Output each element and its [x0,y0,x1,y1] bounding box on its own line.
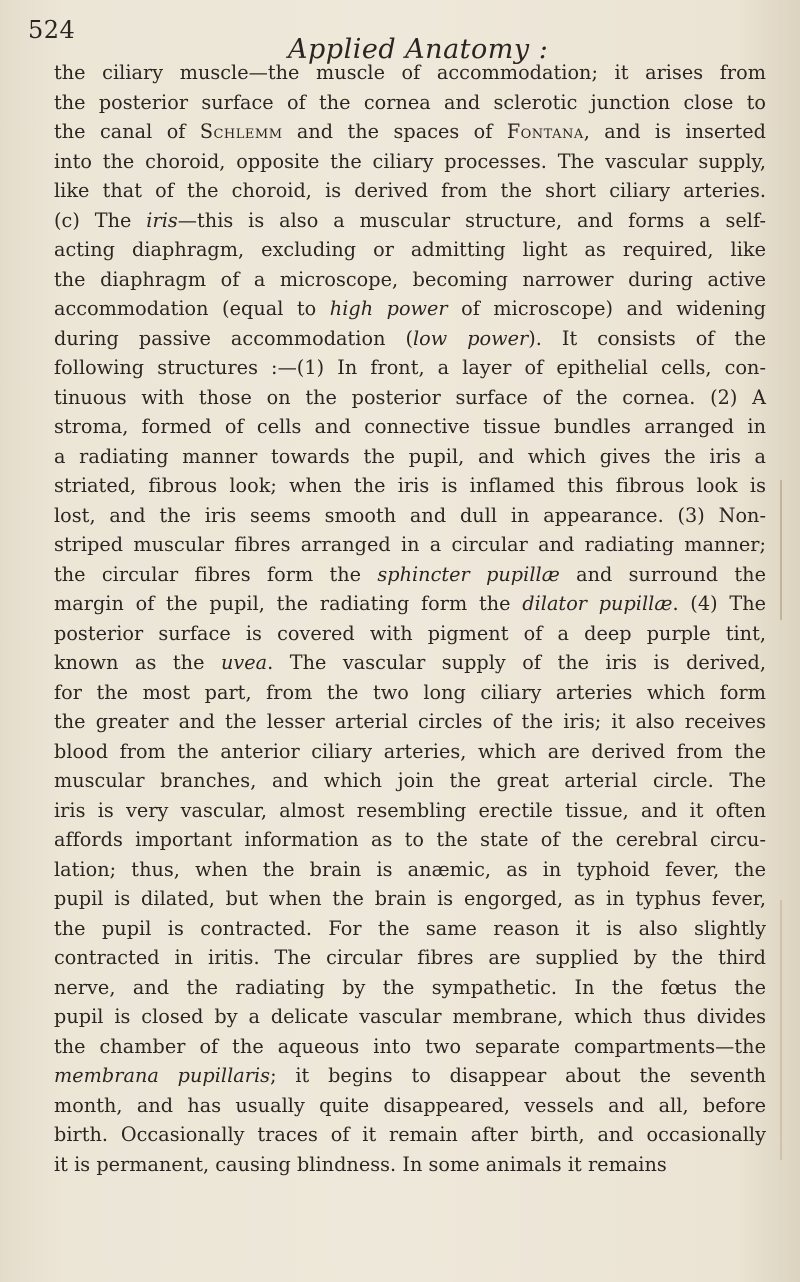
text-line [54,117,766,147]
text-run: . The vascular supply of the iris is derived, [267,651,766,674]
text-run: like that of the choroid, is derived from the short ciliary arteries. [54,179,766,202]
text-run: a radiating manner towards the pupil, and which gives the iris a [54,444,766,468]
text-line [54,884,766,914]
text-line [54,796,766,826]
text-run: —this is also a muscular structure, and forms a self- [177,208,766,232]
text-run: , and is inserted [583,120,766,143]
text-line [54,678,766,708]
text-run: accommodation (equal to [54,297,330,320]
text-run: the chamber of the aqueous into two separate compartments—the [54,1034,766,1058]
text-run: iris is very vascular, almost resembling erectile tissue, and it often [54,798,766,822]
text-line [54,589,766,619]
text-run: nerve, and the radiating by the sympathetic. In the fœtus the [54,975,766,999]
text-line [54,88,766,118]
italic-term: membrana pupillaris [54,1064,271,1087]
text-line [54,619,766,649]
text-run: following structures :—(1) In front, a layer of epithelial cells, con- [54,356,766,379]
text-line [54,383,766,413]
text-line [54,1150,766,1180]
text-run: lost, and the iris seems smooth and dull in appearance. (3) Non- [54,503,766,527]
text-run: the canal of [54,120,200,143]
text-line [54,530,766,560]
text-run: birth. Occasionally traces of it remain after birth, and occasionally [54,1123,766,1146]
text-run: known as the [54,651,221,674]
text-line [54,1002,766,1032]
text-run: pupil is dilated, but when the brain is engorged, as in typhus fever, [54,887,766,910]
text-line [54,412,766,442]
text-run: stroma, formed of cells and connective tissue bundles arranged in [54,415,766,438]
text-line [54,501,766,531]
text-line [54,235,766,265]
italic-term: sphincter pupillæ [377,562,560,586]
text-line [54,265,766,295]
italic-term: high power [329,297,448,320]
text-line [54,943,766,973]
text-line [54,442,766,472]
text-run: the ciliary muscle—the muscle of accommodation; it arises from [54,61,766,84]
text-line [54,707,766,737]
text-line [54,914,766,944]
body-text [54,58,766,1179]
italic-term: uvea [220,651,268,674]
text-run: . (4) The [672,592,767,615]
text-run: the pupil is contracted. For the same reason it is also slightly [54,916,766,940]
text-run: lation; thus, when the brain is anæmic, as in typhoid fever, the [54,857,766,881]
text-line [54,766,766,796]
text-run: during passive accommodation ( [54,326,413,350]
italic-term: low power [412,326,529,350]
text-run: and surround the [559,562,766,586]
text-run: striped muscular fibres arranged in a circular and radiating manner; [54,533,766,556]
text-run: striated, fibrous look; when the iris is inflamed this fibrous look is [54,474,766,497]
text-run: month, and has usually quite disappeared, vessels and all, before [54,1093,766,1117]
text-line [54,176,766,206]
text-run: (c) The [54,208,147,232]
text-run: margin of the pupil, the radiating form the [54,592,523,615]
text-run: affords important information as to the state of the cerebral circu- [54,828,766,851]
text-line [54,1120,766,1150]
text-line [54,324,766,354]
text-run: for the most part, from the two long ciliary arteries which form [54,680,766,704]
running-head: Applied Anatomy : [288,34,549,65]
text-run: blood from the anterior ciliary arteries, which are derived from the [54,739,766,763]
text-run: ; it begins to disappear about the seventh [270,1064,766,1087]
text-run: contracted in iritis. The circular fibres are supplied by the third [54,946,766,969]
italic-term: dilator pupillæ [522,592,673,615]
text-line [54,825,766,855]
proper-name: Schlemm [199,120,283,143]
text-run: ). It consists of the [528,326,766,350]
text-run: pupil is closed by a delicate vascular membrane, which thus divides [54,1005,766,1028]
text-run: the greater and the lesser arterial circles of the iris; it also receives [54,710,766,733]
text-run: the posterior surface of the cornea and sclerotic junction close to [54,90,766,114]
text-line [54,737,766,767]
text-run: acting diaphragm, excluding or admitting light as required, like [54,238,766,261]
text-line [54,855,766,885]
text-run: of microscope) and widening [447,297,766,320]
text-run: posterior surface is covered with pigment of a deep purple tint, [54,621,766,645]
text-run: and the spaces of [282,120,507,143]
text-line [54,206,766,236]
text-line [54,471,766,501]
text-line [54,294,766,324]
italic-term: iris [146,208,178,232]
text-run: the diaphragm of a microscope, becoming narrower during active [54,267,766,291]
text-run: the circular fibres form the [54,562,378,586]
text-line [54,1032,766,1062]
text-line [54,1061,766,1091]
page-number: 524 [28,16,76,44]
text-line [54,147,766,177]
text-line [54,648,766,678]
text-line [54,560,766,590]
text-run: muscular branches, and which join the great arterial circle. The [54,769,766,792]
proper-name: Fontana [506,120,584,143]
text-line [54,1091,766,1121]
text-run: it is permanent, causing blindness. In some animals it remains [54,1152,667,1176]
text-line [54,973,766,1003]
text-run: tinuous with those on the posterior surface of the cornea. (2) A [54,385,766,409]
text-run: into the choroid, opposite the ciliary processes. The vascular supply, [54,149,766,173]
page-edge-shadow [780,480,782,620]
text-line [54,353,766,383]
text-line [54,58,766,88]
page-edge-shadow [780,900,782,1160]
